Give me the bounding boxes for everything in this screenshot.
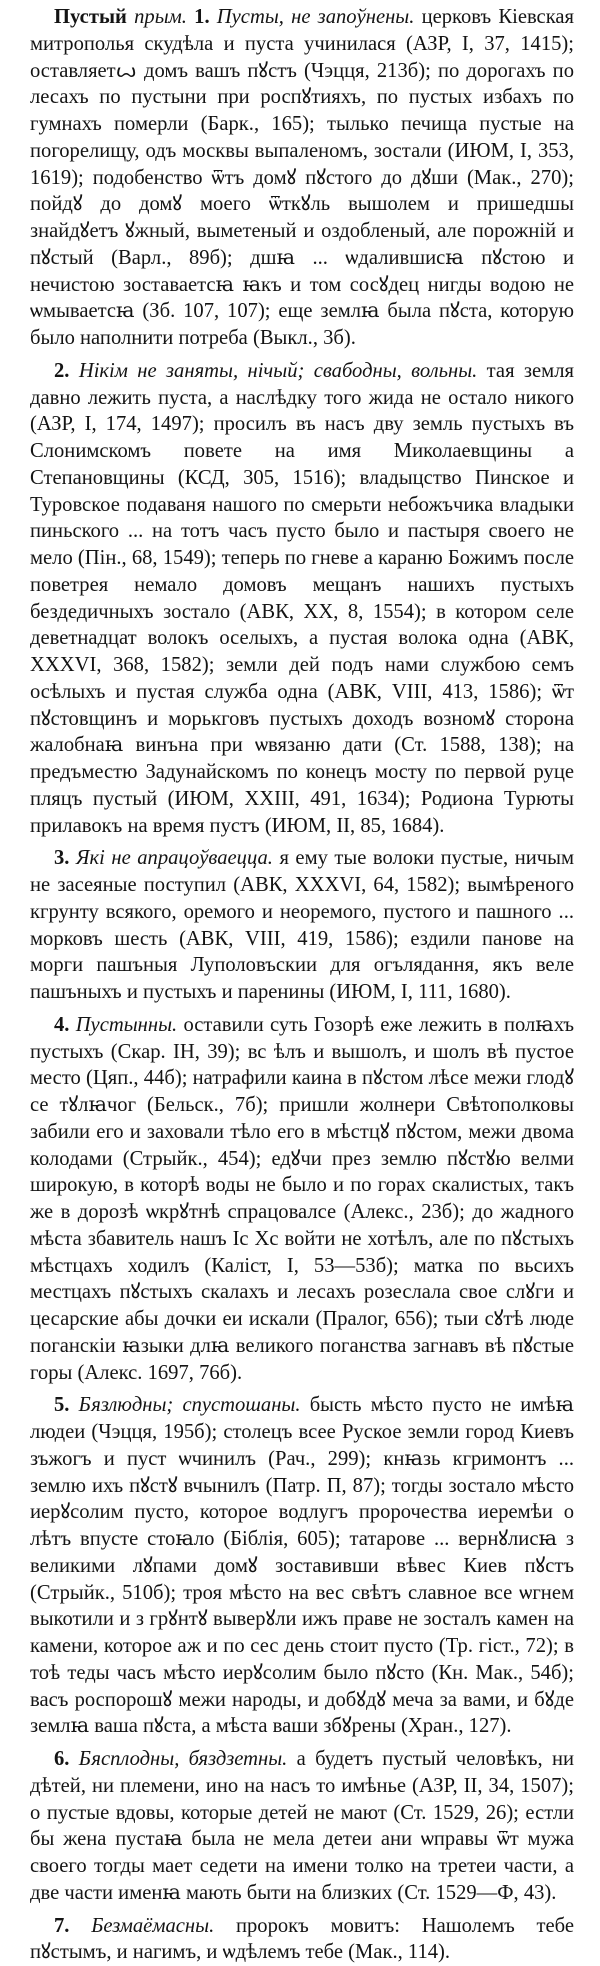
sense-1: [30, 4, 574, 352]
sense-citations: церковъ Кіевская митрополья скудѣла и пуста учинилася (АЗР, I, 37, 1415); оставляетꙍ домъ вашъ пꙋстъ (Чэцця, 213б); по дорогахъ по лесахъ по пустыни при роспꙋтияхъ, по пустых избахъ по гумнахъ померли (Барк., 165); тылько печища пустые на погорелищу, одъ москвы выпаленомъ, зостали (ИЮМ, I, 353, 1619); подобенство ѿтъ домꙋ пꙋстого до дꙋши (Мак., 270); пойдꙋ до домꙋ моего ѿткꙋль вышолем и пришедшы знайдꙋетъ ꙋжный, выметеный и оздобленый, але порожній и пꙋстый (Варл., 89б); дшꙗ ... ѡдалившисꙗ пꙋстою и нечистою зоставаетсꙗ ꙗкъ и том сосꙋдец нигды водою не ѡмываетсꙗ (Зб. 107, 107); еще землꙗ была пꙋста, которую было наполнити потреба (Выкл., 3б).: [30, 6, 574, 349]
sense-number: 3.: [54, 847, 69, 869]
sense-gloss: Бязлюдны; спустошаны.: [79, 1394, 301, 1416]
sense-gloss: Нікім не заняты, нічый; свабодны, вольны.: [79, 360, 477, 382]
sense-number: 4.: [54, 1014, 69, 1036]
sense-number: 1.: [194, 6, 209, 28]
sense-4: [30, 1012, 574, 1387]
sense-gloss: Пусты, не запоўнены.: [217, 6, 415, 28]
sense-number: 6.: [54, 1748, 69, 1770]
sense-citations: а будетъ пустый человѣкъ, ни дѣтей, ни племени, ино на насъ то имѣнье (АЗР, II, 34, 1507); о пустые вдовы, которые детей не мают (Ст. 1529, 26); естли бы жена пустаꙗ была не мела детеи ани ѡправы ѿт мужа своего тогды мает седети на имени толко на третеи части, а две части именꙗ мають быти на близких (Ст. 1529—Ф, 43).: [30, 1748, 574, 1904]
sense-number: 2.: [54, 360, 69, 382]
sense-number: 5.: [54, 1394, 69, 1416]
sense-gloss: Бясплодны, бяздзетны.: [79, 1748, 288, 1770]
sense-gloss: Пустынны.: [76, 1014, 178, 1036]
part-of-speech: прым.: [134, 6, 187, 28]
sense-citations: оставили суть Гозорѣ еже лежить в полꙗхъ пустыхъ (Скар. IН, 39); вс ѣлъ и вышолъ, и шолъ вѣ пустое место (Цяп., 44б); натрафили каина в пꙋстом лѣсе межи глодꙋ се тꙋлꙗчог (Бельск., 7б); пришли жолнери Свѣтополковы забили его и заховали тѣло его в мѣстцꙋ пꙋстом, межи двома колодами (Стрыйк., 454); едꙋчи през землю пꙋстꙋю велми широкую, в которѣ воды не было и по горах скалистых, такъ же в дорозѣ ѡкрꙋтнѣ спрацовалсе (Алекс., 23б); до жадного мѣста збавитель нашъ Іс Хс войти не хотѣлъ, але по пꙋстыхъ мѣстцахъ ходилъ (Каліст, I, 53—53б); матка по вьсихъ местцахъ пꙋстыхъ скалахъ и лесахъ розеслала свое слꙋги и цесарские абы дочки еи искали (Пралог, 656); тыи сꙋтѣ люде поганскіи ꙗзыки длꙗ великого поганства загнавъ вѣ пꙋстые горы (Алекс. 1697, 76б).: [30, 1014, 574, 1384]
headword: Пустый: [54, 6, 127, 28]
sense-gloss: Безмаёмасны.: [91, 1915, 214, 1937]
sense-number: 7.: [54, 1915, 69, 1937]
sense-citations: бысть мѣсто пусто не имѣꙗ людеи (Чэцця, 195б); столецъ всее Руское земли город Киевъ зъжогъ и пуст ѡчинилъ (Рач., 299); кнꙗзь кгримонтъ ... землю ихъ пꙋстꙋ вчынилъ (Патр. П, 87); тогды зостало мѣсто иерꙋсолим пусто, которое водлугъ пророчества иеремѣи о лѣтъ впусте стоꙗло (Біблія, 605); татарове ... вернꙋлисꙗ з великими лꙋпами домꙋ зоставивши вѣвес Киев пꙋстъ (Стрыйк., 510б); троя мѣсто на вес свѣтъ славное все ѡгнем выкотили и з грꙋнтꙋ выверꙋли ижъ праве не зосталъ камен на камени, которое аж и по сес день стоит пусто (Тр. гіст., 72); в тоѣ теды часъ мѣсто иерꙋсолим было пꙋсто (Кн. Мак., 54б); васъ роспорошꙋ межи народы, и добꙋдꙋ меча за вами, и бꙋде землꙗ ваша пꙋста, а мѣста ваши збꙋрены (Хран., 127).: [30, 1394, 574, 1737]
sense-2: [30, 358, 574, 840]
sense-7: [30, 1913, 574, 1966]
sense-citations: тая земля давно лежить пуста, а наслѣдку того жида не остало никого (АЗР, I, 174, 1497); просилъ въ насъ дву земль пустыхъ въ Слонимскомъ повете на имя Миколаевщины а Степановщины (КСД, 305, 1516); владыцство Пинское и Туровское подаваня нашого по смерьти небожъчика владыки пиньского ... на тотъ часъ пусто было и пастыря своего не мело (Пін., 68, 1549); теперь по гневе а караню Божимъ после поветрея немало домовъ мещанъ нашихъ пустыхъ бездедичныхъ зостало (АВК, XX, 8, 1554); в котором селе деветнадцат волокъ оселыхъ, а пустая волока одна (АВК, XXXVI, 368, 1582); земли дей подъ нами службою семъ осѣлыхъ и пустая служба одна (АВК, VIII, 413, 1586); ѿт пꙋстовщинъ и морькговъ пустыхъ доходъ возномꙋ сторона жалобнаꙗ винъна при ѡвязаню дати (Ст. 1588, 138); на предъместю Задунайскомъ по конецъ мосту по первой руце пляцъ пустый (ИЮМ, XXIII, 491, 1634); Родиона Турюты прилавокъ на время пустъ (ИЮМ, II, 85, 1684).: [30, 360, 574, 837]
sense-gloss: Які не апрацоўваецца.: [76, 847, 273, 869]
sense-citations: я ему тые волоки пустые, ничым не засеяные поступил (АВК, XXXVI, 64, 1582); вымѣреного кгрунту всякого, оремого и неоремого, пустого и пашного ... морковъ шесть (АВК, VIII, 419, 1586); ездили панове на морги пашъныя Луполовъскии для огълядання, якъ веле пашъныхъ и пустыхъ и паренины (ИЮМ, I, 111, 1680).: [30, 847, 574, 1003]
sense-6: [30, 1746, 574, 1907]
sense-3: [30, 845, 574, 1006]
sense-5: [30, 1392, 574, 1740]
sense-citations: пророкъ мовитъ: Нашолемъ тебе пꙋстымъ, и нагимъ, и ѡдѣлемъ тебе (Мак., 114).: [30, 1915, 574, 1964]
